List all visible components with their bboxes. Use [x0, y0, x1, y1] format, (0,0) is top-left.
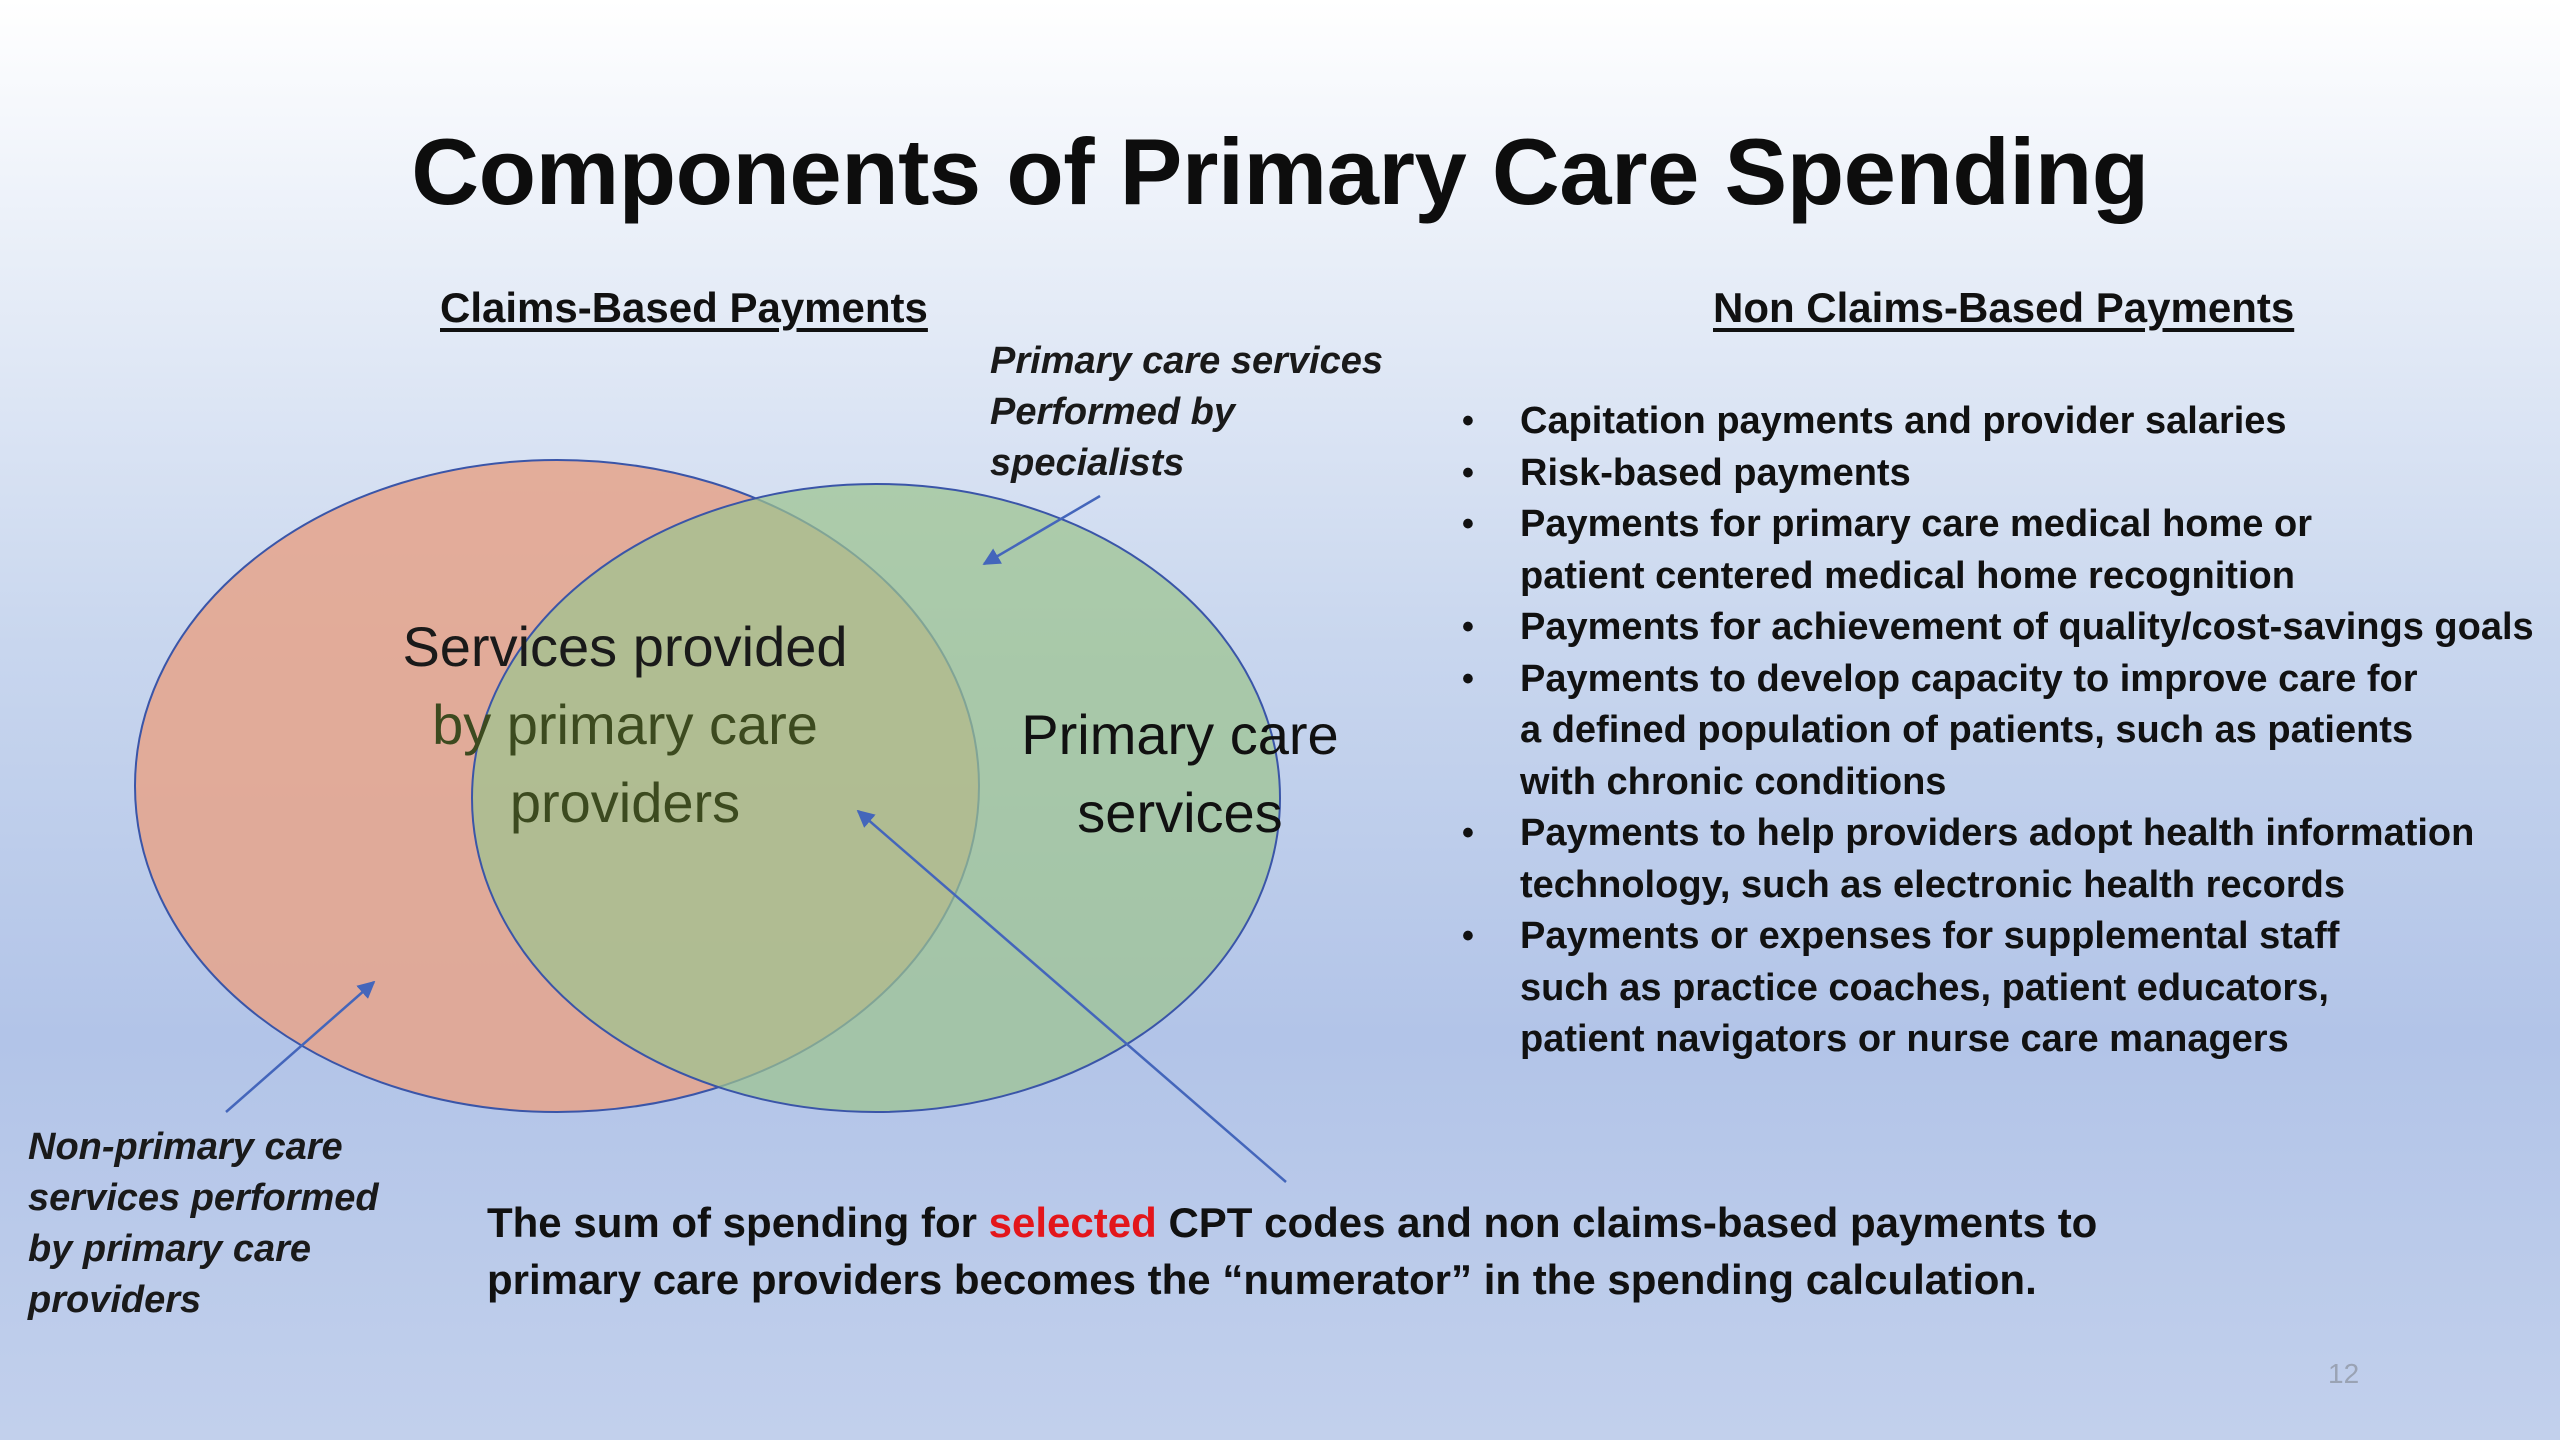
- primary-care-services-label: [985, 696, 1375, 852]
- slide-title: Components of Primary Care Spending: [411, 119, 2149, 224]
- non-claims-based-heading: Non Claims-Based Payments: [1713, 284, 2295, 331]
- bullet-line: • Payments for primary care medical home or: [1520, 503, 2312, 545]
- bullet-line: • Payments or expenses for supplemental staff: [1520, 915, 2340, 957]
- claims-based-heading: Claims-Based Payments: [440, 284, 928, 331]
- callout-line: by primary care: [28, 1228, 312, 1270]
- callout-nonprimary: [28, 1122, 408, 1326]
- non-claims-bullet-list: [1462, 396, 2552, 1066]
- bullet-item: [1462, 499, 2552, 602]
- bullet-item: [1462, 602, 2552, 654]
- primary-care-label-line: Primary care: [1021, 703, 1339, 766]
- bullet-line: a defined population of patients, such as patients: [1520, 709, 2414, 751]
- callout-line: specialists: [990, 442, 1185, 484]
- overlap-label-line: providers: [509, 771, 741, 834]
- summary-statement: [487, 1194, 2187, 1308]
- overlap-label-line: by primary care: [432, 693, 818, 756]
- callout-line: services performed: [28, 1177, 379, 1219]
- bullet-item: [1462, 911, 2552, 1066]
- bullet-line: • Payments to help providers adopt health information: [1520, 812, 2475, 854]
- bullet-line: • Payments to develop capacity to improve care for: [1520, 657, 2418, 700]
- bullet-line: such as practice coaches, patient educators,: [1520, 966, 2329, 1009]
- bullet-item: [1462, 808, 2552, 911]
- primary-care-label-line: services: [1077, 781, 1283, 844]
- overlap-label-line: Services provided: [402, 615, 848, 678]
- summary-line-1: [487, 1194, 2187, 1251]
- callout-line: Non-primary care: [28, 1126, 343, 1168]
- callout-line: providers: [28, 1279, 202, 1321]
- bullet-line: • Capitation payments and provider salaries: [1520, 400, 2287, 442]
- bullet-line: • Payments for achievement of quality/cost-savings goals: [1520, 606, 2534, 648]
- summary-line-2: primary care providers becomes the “numerator” in the spending calculation.: [487, 1256, 2037, 1303]
- summary-text: CPT codes and non claims-based payments to: [1156, 1199, 2098, 1246]
- callout-specialists: [990, 336, 1410, 489]
- bullet-line: • Risk-based payments: [1520, 451, 1911, 494]
- page-number: 12: [2328, 1358, 2360, 1389]
- bullet-line: patient centered medical home recognition: [1520, 554, 2295, 597]
- bullet-item: [1462, 448, 2552, 500]
- bullet-line: patient navigators or nurse care managers: [1520, 1018, 2289, 1060]
- overlap-label: [350, 608, 900, 842]
- bullet-line: technology, such as electronic health records: [1520, 863, 2345, 906]
- callout-line: Performed by: [990, 391, 1235, 433]
- bullet-item: [1462, 396, 2552, 448]
- callout-line: Primary care services: [990, 340, 1383, 382]
- summary-text: The sum of spending for: [487, 1199, 989, 1246]
- summary-highlight: selected: [988, 1199, 1157, 1246]
- bullet-item: [1462, 654, 2552, 809]
- bullet-line: with chronic conditions: [1520, 760, 1947, 803]
